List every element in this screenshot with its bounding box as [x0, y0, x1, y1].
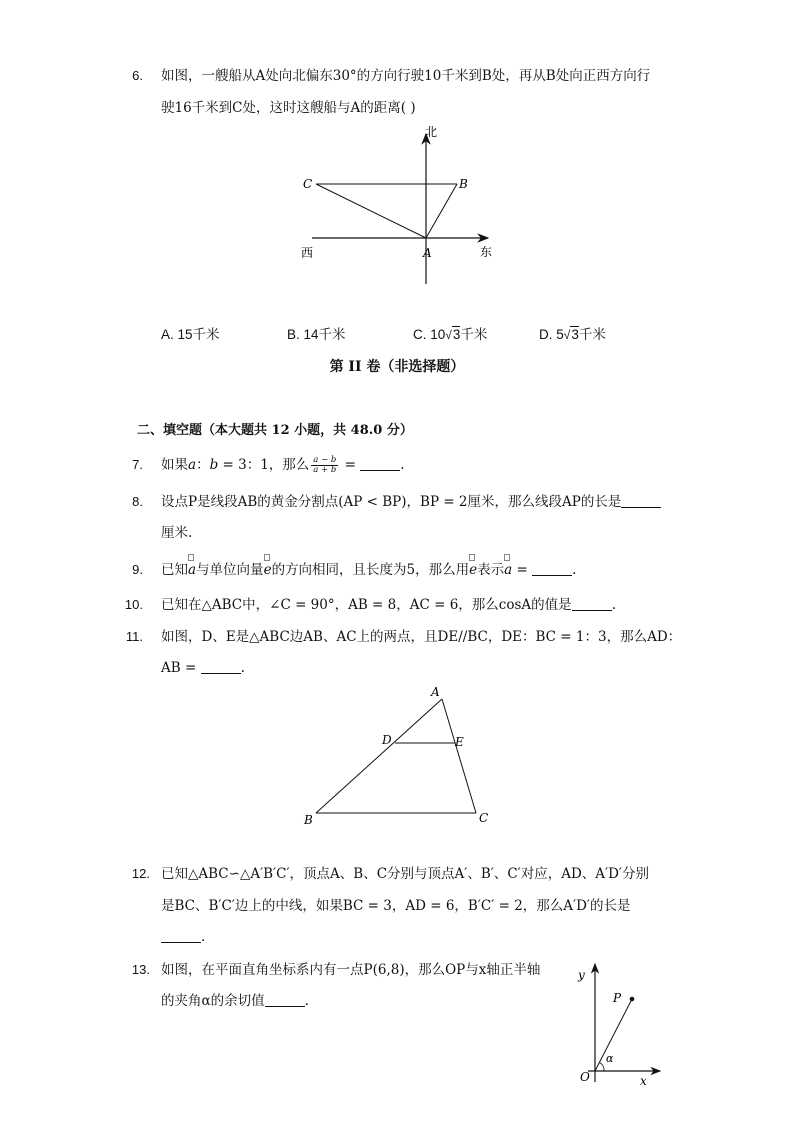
choice-d: D. 5√3千米: [539, 327, 606, 342]
direction-figure: [290, 118, 510, 288]
answer-blank[interactable]: [201, 659, 241, 674]
point-b-label: B: [304, 813, 313, 827]
question-text: 已知a与单位向量e的方向相同，且长度为5，那么用e表示a = .: [161, 562, 577, 578]
point-a-label: A: [431, 685, 440, 699]
question-text: AB = .: [161, 660, 245, 676]
alpha-label: α: [606, 1052, 614, 1065]
vector-e: e: [263, 562, 272, 578]
point-b-label: B: [459, 177, 468, 191]
answer-blank[interactable]: [621, 493, 661, 508]
question-text: 的夹角α的余切值 .: [161, 993, 309, 1009]
north-label: 北: [425, 125, 438, 139]
choice-b: B. 14千米: [287, 327, 346, 342]
question-text: .: [161, 927, 205, 947]
question-number: 13.: [131, 962, 150, 977]
point-a-label: A: [423, 246, 432, 260]
question-text: 厘米.: [161, 525, 193, 541]
point-c-label: C: [479, 811, 489, 825]
sqrt-radicand: 3: [452, 327, 461, 342]
question-number: 11.: [125, 629, 143, 644]
segment-op: [595, 999, 632, 1071]
vector-a: a: [188, 562, 197, 578]
point-e-label: E: [455, 735, 464, 749]
point-p-label: P: [613, 991, 622, 1005]
triangle-figure: [298, 680, 498, 830]
section-title: 二、填空题（本大题共 12 小题，共 48.0 分）: [137, 423, 413, 438]
question-number: 7.: [132, 457, 143, 472]
segment-ac: [442, 699, 476, 813]
west-label: 西: [301, 246, 314, 260]
point-c-label: C: [303, 177, 313, 191]
question-text: 是BC、B′C′边上的中线，如果BC = 3，AD = 6，B′C′ = 2，那么A′D′的长是: [161, 898, 631, 914]
angle-arc: [600, 1063, 604, 1072]
answer-blank[interactable]: [532, 561, 572, 576]
choice-a: A. 15千米: [161, 327, 220, 342]
question-text: 如图，在平面直角坐标系内有一点P(6,8)，那么OP与x轴正半轴: [161, 962, 541, 978]
point-p: [630, 997, 635, 1002]
x-axis-label: x: [640, 1074, 647, 1088]
segment-ac: [316, 184, 426, 238]
answer-blank[interactable]: [265, 992, 305, 1007]
vector-a: a: [504, 562, 513, 578]
question-text: 驶16千米到C处，这时这艘船与A的距离( ): [161, 100, 416, 116]
part-two-heading: 第 II 卷（非选择题）: [329, 359, 465, 375]
question-number: 10.: [124, 597, 143, 612]
choice-c: C. 10√3千米: [413, 327, 488, 342]
question-number: 8.: [132, 494, 143, 509]
segment-ab: [426, 184, 457, 238]
question-text: 已知在△ABC中，∠C = 90°，AB = 8，AC = 6，那么cosA的值是 .: [161, 597, 616, 613]
question-number: 12.: [131, 866, 150, 881]
vector-e: e: [469, 562, 478, 578]
answer-blank[interactable]: [161, 928, 201, 943]
east-label: 东: [480, 245, 493, 259]
answer-blank[interactable]: [572, 596, 612, 611]
question-text: 设点P是线段AB的黄金分割点(AP < BP)，BP = 2厘米，那么线段AP的长是: [161, 492, 661, 512]
question-number: 9.: [132, 562, 143, 577]
answer-blank[interactable]: [360, 456, 400, 471]
question-text: 如果a：b = 3：1，那么 $\frac{a - b}{a + b}$ = .: [161, 455, 405, 475]
question-text: 如图，D、E是△ABC边AB、AC上的两点，且DE//BC，DE：BC = 1：3，那么AD：: [161, 629, 682, 645]
question-text: 如图，一艘船从A处向北偏东30°的方向行驶10千米到B处，再从B处向正西方向行: [161, 68, 651, 84]
question-number: 6.: [132, 68, 143, 83]
y-axis-label: y: [578, 968, 585, 982]
sqrt-radicand: 3: [571, 327, 579, 342]
coordinate-figure: [570, 958, 670, 1090]
point-d-label: D: [382, 733, 392, 747]
origin-label: O: [580, 1070, 590, 1084]
question-text: 已知△ABC∽△A′B′C′，顶点A、B、C分别与顶点A′、B′、C′对应，AD、A′D′分别: [161, 866, 649, 882]
segment-ab: [316, 699, 442, 813]
fraction: $\frac{a - b}{a + b}$: [313, 455, 337, 475]
